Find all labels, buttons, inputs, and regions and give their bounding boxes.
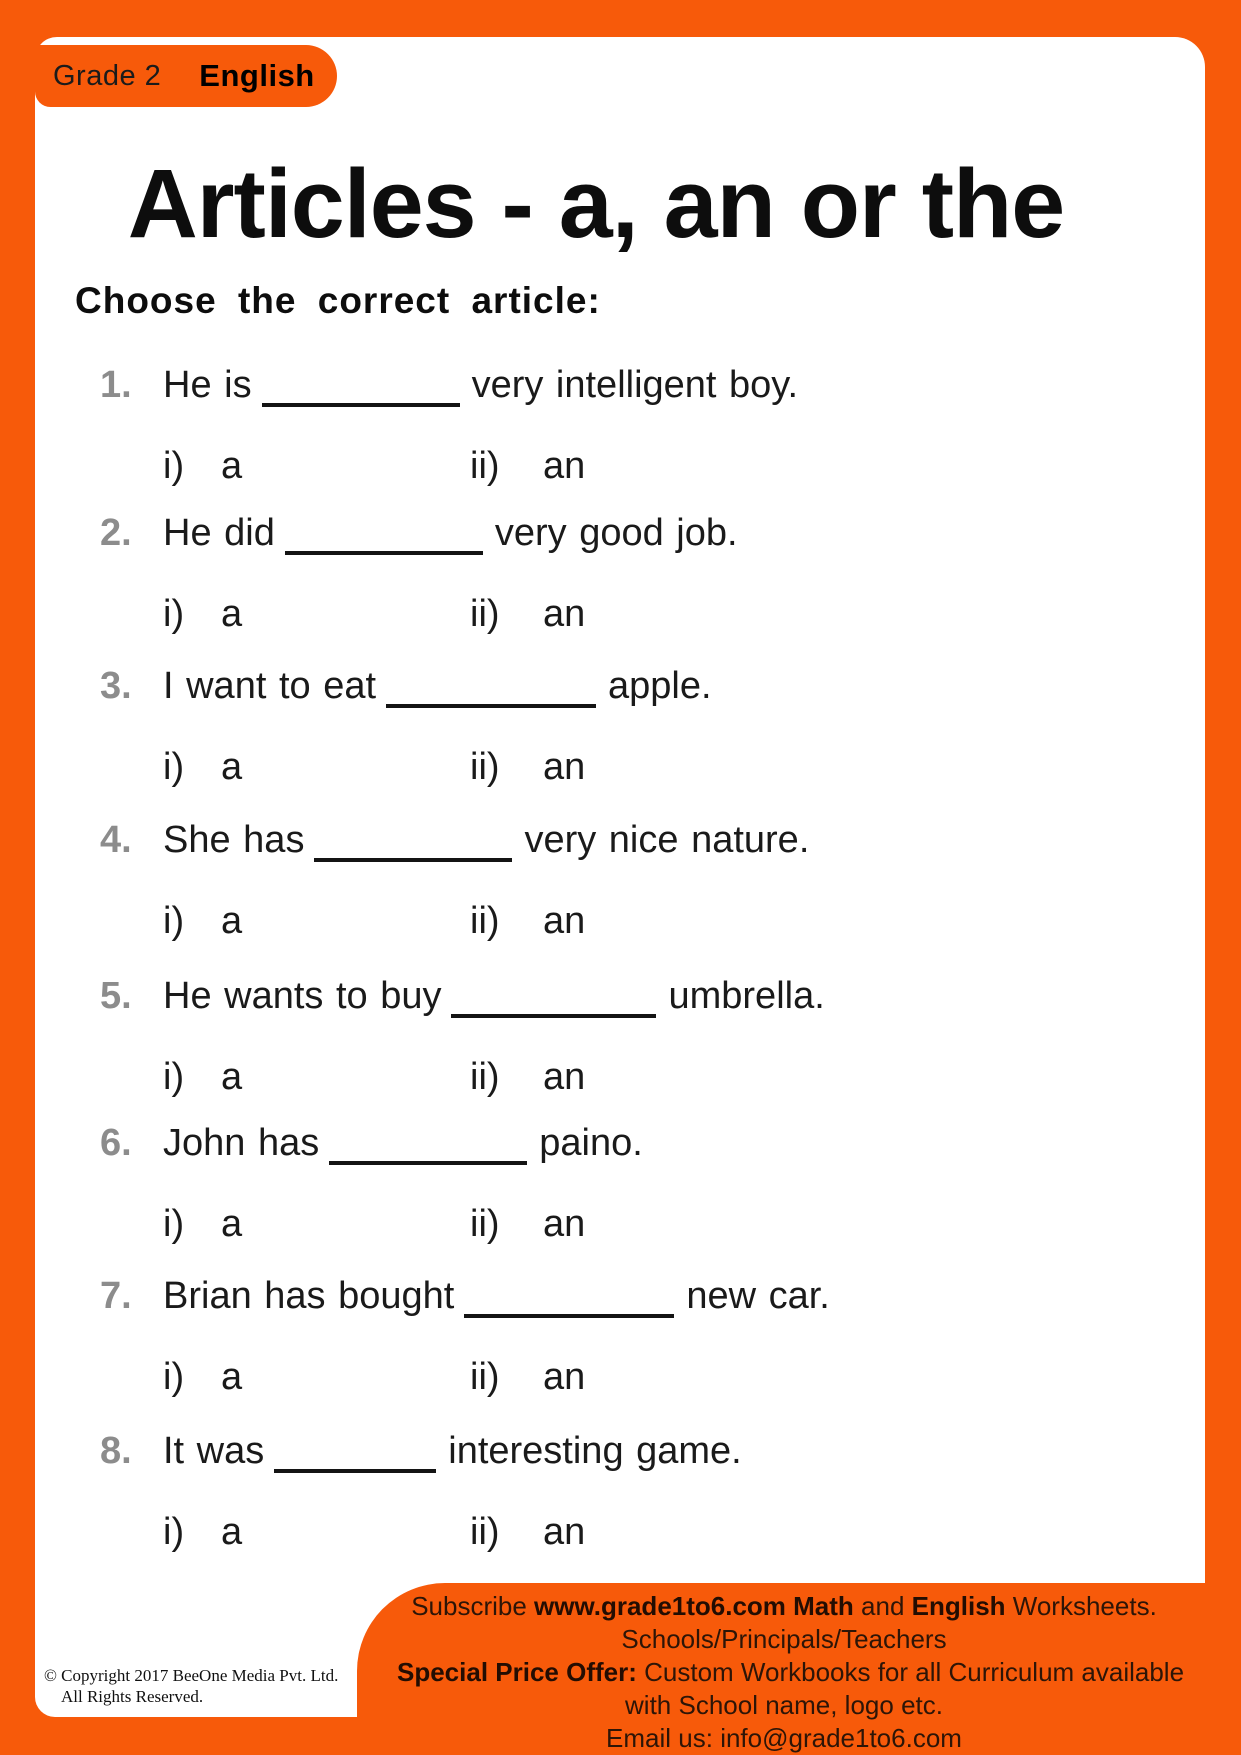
sentence-after: new car. (686, 1275, 830, 1317)
option-ii-label: ii) (470, 1203, 500, 1245)
question-sentence (35, 366, 1205, 414)
options-row (35, 1513, 1205, 1561)
option-i-choice[interactable]: a (221, 1203, 243, 1245)
option-i-choice[interactable]: a (221, 1356, 243, 1398)
option-i-choice[interactable]: a (221, 900, 243, 942)
site-link-text[interactable]: www.grade1to6.com Math (534, 1591, 854, 1621)
option-i-label: i) (163, 445, 185, 487)
option-ii-label: ii) (470, 1511, 500, 1553)
answer-blank[interactable] (262, 399, 460, 407)
options-row (35, 595, 1205, 643)
worksheet-page (35, 37, 1205, 1717)
options-row (35, 748, 1205, 796)
question-2 (35, 514, 1205, 644)
question-number: 3. (100, 665, 132, 707)
page-title: Articles - a, an or the (127, 149, 1065, 258)
question-sentence (35, 667, 1205, 715)
option-i-choice[interactable]: a (221, 1056, 243, 1098)
sentence-after: interesting game. (448, 1430, 742, 1472)
question-sentence (35, 1432, 1205, 1480)
question-number: 6. (100, 1122, 132, 1164)
question-sentence (35, 977, 1205, 1025)
footer-band (357, 1583, 1241, 1754)
question-7 (35, 1277, 1205, 1407)
copyright-note (44, 1665, 338, 1707)
option-ii-choice[interactable]: an (543, 593, 586, 635)
question-1 (35, 366, 1205, 496)
audience-line: Schools/Principals/Teachers (621, 1624, 947, 1654)
question-5 (35, 977, 1205, 1107)
sentence-after: very good job. (494, 512, 738, 554)
option-i-choice[interactable]: a (221, 593, 243, 635)
option-ii-label: ii) (470, 445, 500, 487)
offer-line: Special Price Offer: Custom Workbooks for all Curriculum available (397, 1657, 1185, 1687)
question-sentence (35, 821, 1205, 869)
sentence-before: He wants to buy (163, 975, 442, 1017)
option-ii-label: ii) (470, 900, 500, 942)
sentence-before: I want to eat (163, 665, 377, 707)
copyright-line-1: © Copyright 2017 BeeOne Media Pvt. Ltd. (44, 1666, 339, 1685)
answer-blank[interactable] (386, 700, 596, 708)
sentence-after: very intelligent boy. (471, 364, 799, 406)
question-3 (35, 667, 1205, 797)
question-4 (35, 821, 1205, 951)
option-ii-choice[interactable]: an (543, 1511, 586, 1553)
sentence-before: John has (163, 1122, 320, 1164)
option-ii-choice[interactable]: an (543, 1203, 586, 1245)
question-8 (35, 1432, 1205, 1562)
answer-blank[interactable] (451, 1010, 656, 1018)
option-i-choice[interactable]: a (221, 746, 243, 788)
sentence-before: Brian has bought (163, 1275, 455, 1317)
option-i-label: i) (163, 1511, 185, 1553)
grade-label: Grade 2 (53, 59, 162, 92)
option-i-label: i) (163, 746, 185, 788)
question-sentence (35, 1277, 1205, 1325)
option-i-choice[interactable]: a (221, 1511, 243, 1553)
options-row (35, 902, 1205, 950)
sentence-before: He did (163, 512, 275, 554)
grade-badge (35, 45, 337, 107)
question-number: 8. (100, 1430, 132, 1472)
sentence-after: umbrella. (668, 975, 825, 1017)
option-ii-label: ii) (470, 593, 500, 635)
option-ii-choice[interactable]: an (543, 445, 586, 487)
option-i-label: i) (163, 1203, 185, 1245)
sentence-before: It was (163, 1430, 265, 1472)
sentence-after: very nice nature. (524, 819, 810, 861)
option-ii-choice[interactable]: an (543, 900, 586, 942)
answer-blank[interactable] (314, 854, 512, 862)
answer-blank[interactable] (464, 1310, 674, 1318)
question-number: 2. (100, 512, 132, 554)
options-row (35, 1205, 1205, 1253)
options-row (35, 1358, 1205, 1406)
copyright-line-2: All Rights Reserved. (61, 1687, 204, 1706)
option-ii-choice[interactable]: an (543, 1356, 586, 1398)
option-ii-label: ii) (470, 746, 500, 788)
sentence-after: paino. (539, 1122, 643, 1164)
answer-blank[interactable] (329, 1157, 527, 1165)
sentence-after: apple. (608, 665, 712, 707)
option-i-label: i) (163, 900, 185, 942)
option-ii-choice[interactable]: an (543, 746, 586, 788)
offer-line-2: with School name, logo etc. (625, 1690, 943, 1720)
question-sentence (35, 1124, 1205, 1172)
question-number: 5. (100, 975, 132, 1017)
sentence-before: He is (163, 364, 252, 406)
answer-blank[interactable] (285, 547, 483, 555)
options-row (35, 1058, 1205, 1106)
option-i-label: i) (163, 1056, 185, 1098)
instruction-text: Choose the correct article: (75, 280, 601, 321)
options-row (35, 447, 1205, 495)
question-number: 1. (100, 364, 132, 406)
option-ii-choice[interactable]: an (543, 1056, 586, 1098)
question-6 (35, 1124, 1205, 1254)
question-sentence (35, 514, 1205, 562)
option-i-choice[interactable]: a (221, 445, 243, 487)
email-line[interactable]: Email us: info@grade1to6.com (606, 1723, 962, 1753)
option-i-label: i) (163, 1356, 185, 1398)
answer-blank[interactable] (274, 1465, 436, 1473)
subscribe-line: Subscribe www.grade1to6.com Math and English Worksheets. (411, 1591, 1157, 1621)
option-ii-label: ii) (470, 1356, 500, 1398)
question-number: 4. (100, 819, 132, 861)
sentence-before: She has (163, 819, 305, 861)
option-ii-label: ii) (470, 1056, 500, 1098)
question-number: 7. (100, 1275, 132, 1317)
subject-label: English (199, 58, 315, 93)
option-i-label: i) (163, 593, 185, 635)
